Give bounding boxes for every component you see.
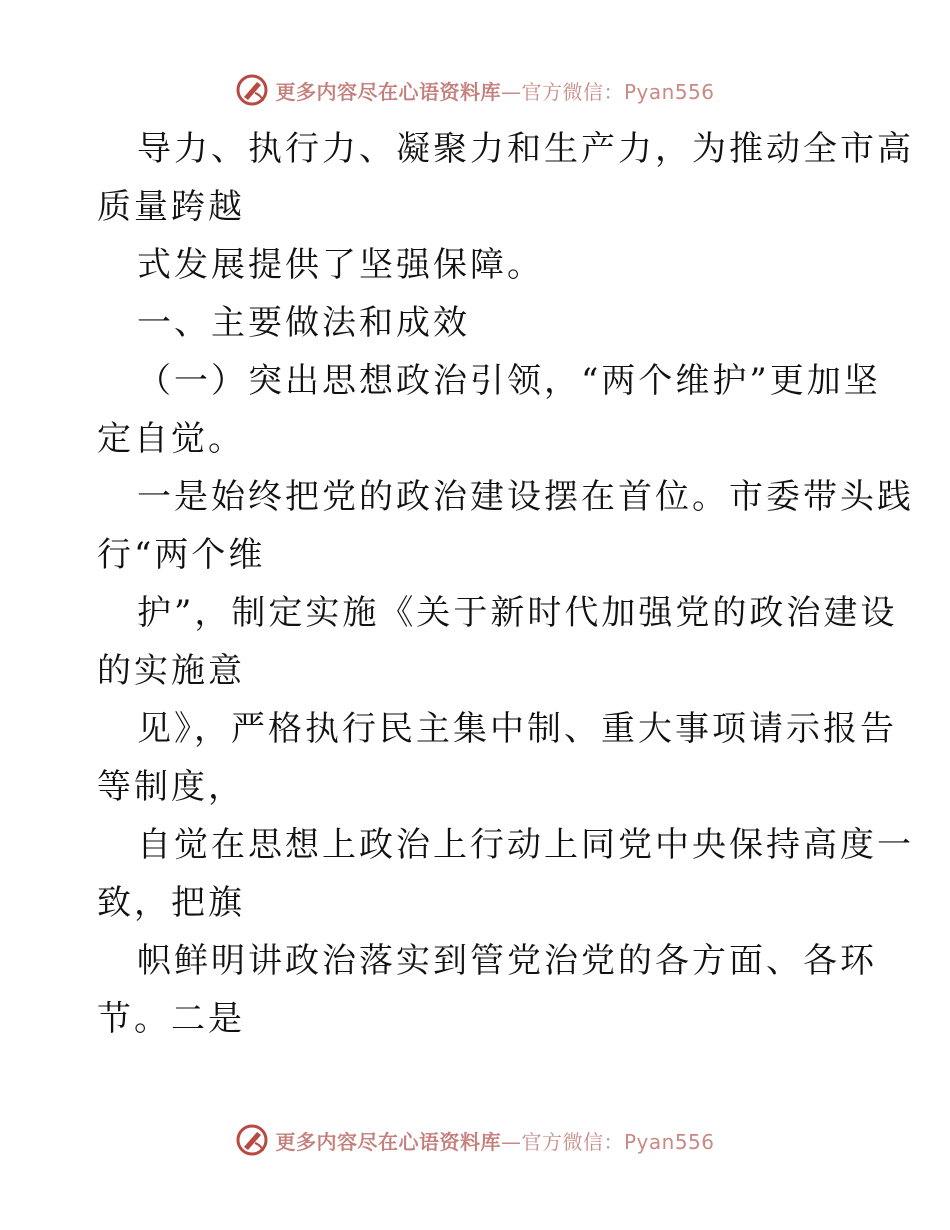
document-body — [97, 120, 914, 1048]
logo-icon — [235, 1123, 269, 1157]
text-line: 式发展提供了坚强保障。 — [137, 245, 544, 285]
section-heading: 一、主要做法和成效 — [137, 303, 470, 343]
logo-icon — [235, 73, 269, 107]
text-line: 致，把旗 — [97, 883, 245, 923]
text-line: 质量跨越 — [97, 187, 245, 227]
text-line: 行“两个维 — [97, 535, 266, 575]
footer-watermark — [0, 1120, 950, 1160]
header-watermark — [0, 70, 950, 110]
text-line: 导力、执行力、凝聚力和生产力，为推动全市高 — [137, 129, 914, 169]
subsection-heading: （一）突出思想政治引领，“两个维护”更加坚 — [137, 361, 881, 401]
text-line: 自觉在思想上政治上行动上同党中央保持高度一 — [137, 825, 914, 865]
text-line: 等制度， — [97, 767, 245, 807]
watermark-text: 更多内容尽在心语资料库—官方微信：Pyan556 — [275, 79, 715, 104]
watermark-text: 更多内容尽在心语资料库—官方微信：Pyan556 — [275, 1129, 715, 1154]
text-line: 见》，严格执行民主集中制、重大事项请示报告 — [137, 709, 897, 749]
text-line: 的实施意 — [97, 651, 245, 691]
text-line: 一是始终把党的政治建设摆在首位。市委带头践 — [137, 477, 914, 517]
text-line: 节。二是 — [97, 999, 245, 1039]
text-line: 护”，制定实施《关于新时代加强党的政治建设 — [137, 593, 898, 633]
subsection-heading-cont: 定自觉。 — [97, 419, 245, 459]
text-line: 帜鲜明讲政治落实到管党治党的各方面、各环 — [137, 941, 877, 981]
